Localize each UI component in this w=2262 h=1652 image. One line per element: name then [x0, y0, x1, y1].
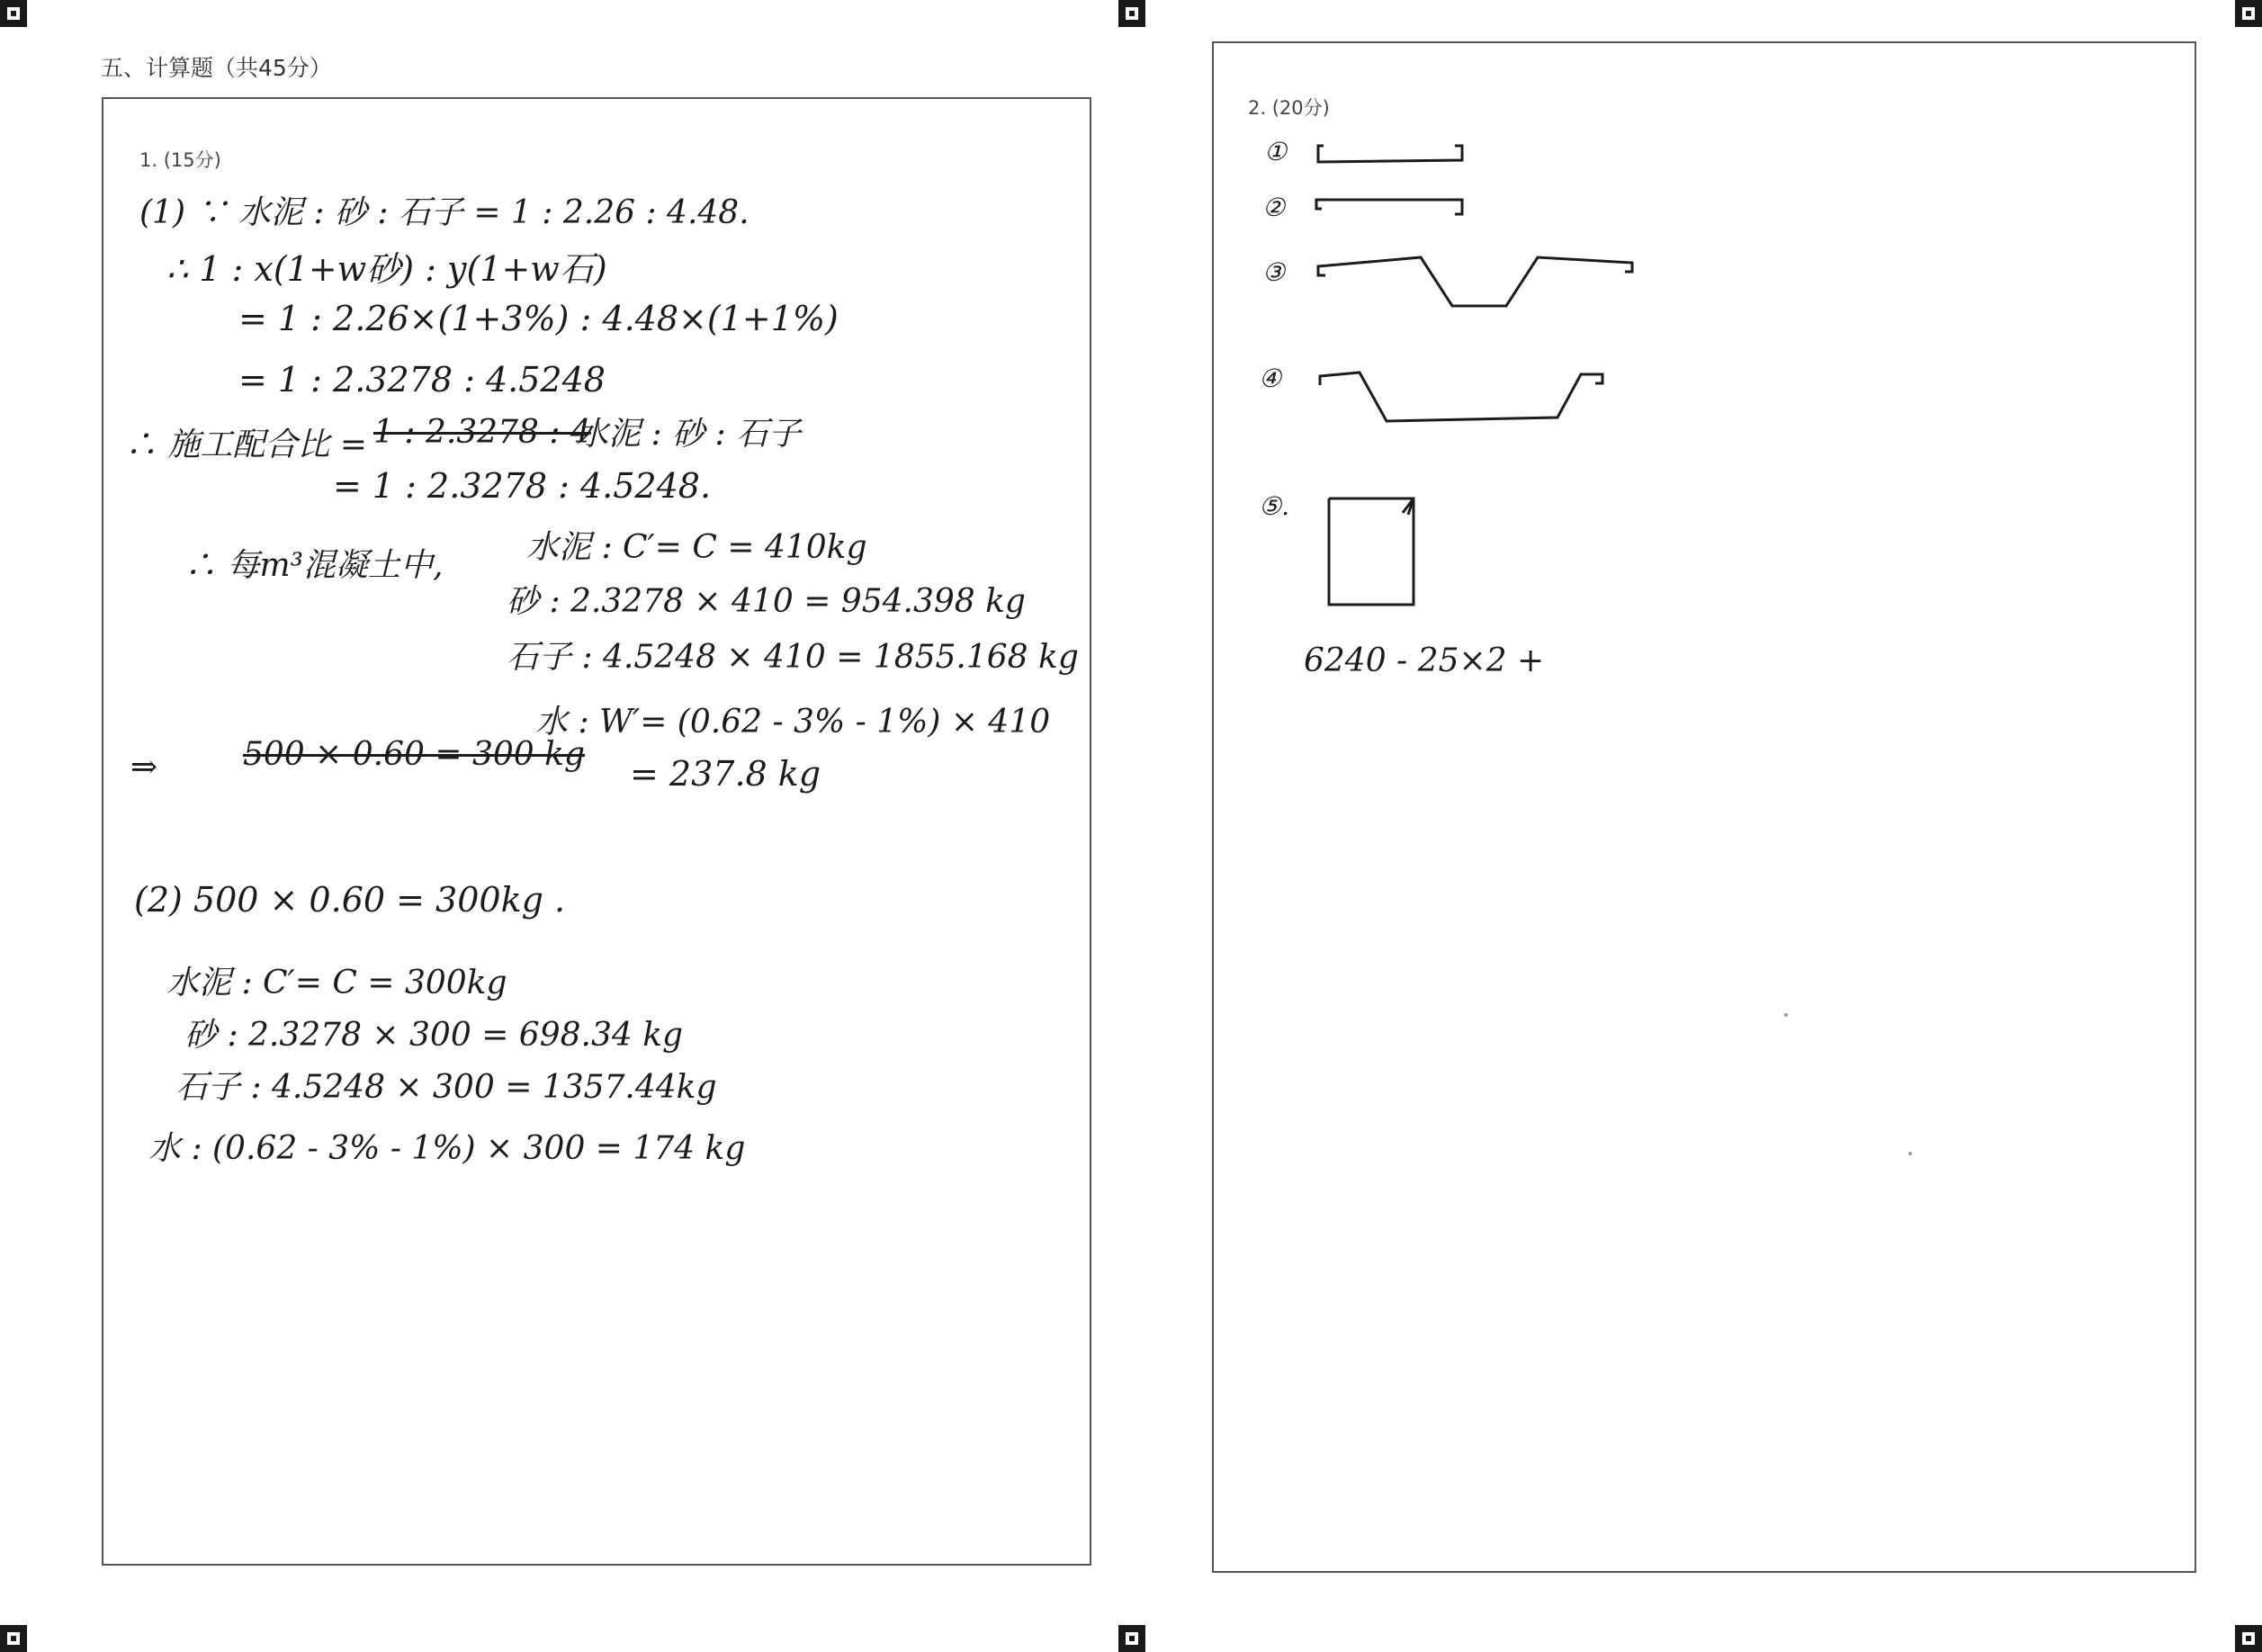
rebar-sketch-2 — [1309, 193, 1471, 229]
corner-marker-bottom-center — [1118, 1625, 1145, 1652]
corner-marker-top-left — [0, 0, 27, 27]
q1-mix-struck: 1 : 2.3278 : 4 — [373, 414, 591, 451]
scan-speck — [1784, 1013, 1788, 1017]
q1-part2-water: 水 : (0.62 - 3% - 1%) × 300 = 174 kg — [148, 1130, 746, 1167]
q1-mix-label: ∴ 施工配合比 = — [125, 426, 368, 463]
q1-struck-calc: 500 × 0.60 = 300 kg — [243, 736, 585, 773]
q1-mix-rhs: 水泥 : 砂 : 石子 — [576, 416, 802, 453]
q1-part2-cement: 水泥 : C′= C = 300kg — [166, 965, 507, 1001]
question1-answer-box — [102, 97, 1091, 1566]
rebar-label-1: ① — [1264, 137, 1288, 166]
rebar-sketch-3 — [1313, 256, 1619, 373]
section-title: 五、计算题（共45分） — [101, 55, 332, 81]
q1-part1-result: = 1 : 2.3278 : 4.5248 — [238, 360, 606, 400]
q1-part1-substitution: = 1 : 2.26×(1+3%) : 4.48×(1+1%) — [238, 299, 839, 338]
q1-part2-sand: 砂 : 2.3278 × 300 = 698.34 kg — [184, 1017, 684, 1054]
q1-mix-value: = 1 : 2.3278 : 4.5248. — [333, 466, 712, 506]
q1-stone: 石子 : 4.5248 × 410 = 1855.168 kg — [507, 639, 1079, 676]
rebar-label-4: ④ — [1259, 364, 1282, 393]
question1-title: 1. (15分) — [139, 149, 221, 171]
question2-answer-box — [1212, 41, 2196, 1573]
corner-marker-top-center — [1118, 0, 1145, 27]
rebar-sketch-4 — [1315, 369, 1620, 477]
q1-sand: 砂 : 2.3278 × 410 = 954.398 kg — [507, 583, 1026, 620]
q1-part1-formula: ∴ 1 : x(1+w砂) : y(1+w石) — [166, 249, 607, 289]
q2-calculation: 6240 - 25×2 + — [1304, 642, 1545, 679]
q1-struck-mark: ⇒ — [130, 749, 158, 786]
q1-per-m3: ∴ 每m³混凝土中, — [184, 547, 444, 584]
q1-water: 水 : W′= (0.62 - 3% - 1%) × 410 — [535, 704, 1051, 741]
rebar-label-5: ⑤. — [1259, 491, 1290, 521]
q1-cement: 水泥 : C′= C = 410kg — [526, 529, 867, 566]
rebar-label-2: ② — [1262, 193, 1286, 222]
corner-marker-bottom-right — [2235, 1625, 2262, 1652]
scan-speck — [1908, 1152, 1912, 1155]
q1-part2-stone: 石子 : 4.5248 × 300 = 1357.44kg — [175, 1069, 717, 1106]
rebar-label-3: ③ — [1262, 257, 1286, 287]
rebar-sketch-5-stirrup — [1325, 493, 1433, 619]
corner-marker-top-right — [2235, 0, 2262, 27]
rebar-sketch-1 — [1315, 139, 1477, 175]
corner-marker-bottom-left — [0, 1625, 27, 1652]
q1-water-result: = 237.8 kg — [630, 754, 821, 794]
question2-title: 2. (20分) — [1248, 97, 1330, 119]
q1-part1-ratio: (1) ∵ 水泥 : 砂 : 石子 = 1 : 2.26 : 4.48. — [139, 194, 750, 231]
q1-part2-head: (2) 500 × 0.60 = 300kg . — [134, 880, 566, 920]
